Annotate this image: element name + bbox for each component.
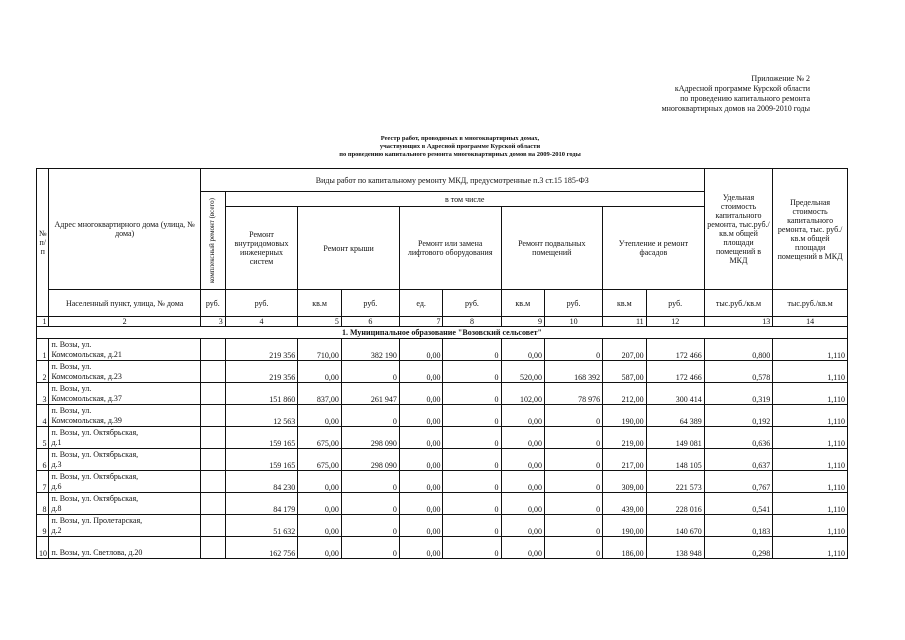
header-basement: Ремонт подвальных помещений [501,207,603,290]
appendix-note [600,74,810,114]
address-line: п. Возы, ул. Октябрьская, [51,472,139,481]
specific-cost: 0,800 [704,339,772,361]
data-rows [37,339,848,559]
lift-qty: 0,00 [399,471,443,493]
facade-qty: 219,00 [603,427,647,449]
row-address [49,427,200,449]
roof-qty: 675,00 [298,449,342,471]
facade-qty: 186,00 [603,537,647,559]
col-number: 8 [443,317,501,327]
lift-cost: 0 [443,515,501,537]
total-cell [200,339,225,361]
col-number: 2 [49,317,200,327]
roof-cost: 0 [341,537,399,559]
lift-cost: 0 [443,449,501,471]
title-line: участвующих в Адресной программе Курской области [379,143,541,150]
roof-qty: 837,00 [298,383,342,405]
table-row [37,427,848,449]
row-number: 6 [37,449,49,471]
col-number: 4 [225,317,298,327]
specific-cost: 0,636 [704,427,772,449]
internal-cost: 84 230 [225,471,298,493]
roof-cost: 261 947 [341,383,399,405]
facade-qty: 212,00 [603,383,647,405]
facade-qty: 190,00 [603,405,647,427]
roof-qty: 0,00 [298,537,342,559]
appendix-line: по проведению капитального ремонта [680,94,810,103]
lift-cost: 0 [443,537,501,559]
address-line: п. Возы, ул. Октябрьская, [51,494,139,503]
address-line: п. Возы, ул. [51,340,92,349]
address-line: Комсомольская, д.21 [51,350,122,359]
roof-cost: 298 090 [341,449,399,471]
header-roof: Ремонт крыши [298,207,400,290]
table-row [37,537,848,559]
internal-cost: 159 165 [225,449,298,471]
header-lift: Ремонт или замена лифтового оборудования [399,207,501,290]
table-row [37,383,848,405]
limit-cost: 1,110 [773,449,848,471]
basement-cost: 78 976 [545,383,603,405]
address-line: д.1 [51,438,62,447]
roof-qty: 0,00 [298,493,342,515]
address-line: п. Возы, ул. [51,362,92,371]
table-row [37,493,848,515]
facade-qty: 217,00 [603,449,647,471]
roof-qty: 0,00 [298,405,342,427]
limit-cost: 1,110 [773,405,848,427]
basement-qty: 0,00 [501,471,545,493]
specific-cost: 0,578 [704,361,772,383]
basement-cost: 0 [545,405,603,427]
basement-qty: 0,00 [501,405,545,427]
unit-facade-qty: кв.м [603,290,647,317]
row-number: 9 [37,515,49,537]
specific-cost: 0,298 [704,537,772,559]
col-number: 11 [603,317,647,327]
address-line: п. Возы, ул. [51,406,92,415]
facade-qty: 587,00 [603,361,647,383]
total-cell [200,361,225,383]
facade-qty: 309,00 [603,471,647,493]
limit-cost: 1,110 [773,515,848,537]
limit-cost: 1,110 [773,383,848,405]
total-cell [200,427,225,449]
col-number: 3 [200,317,225,327]
col-number: 12 [646,317,704,327]
total-cell [200,383,225,405]
limit-cost: 1,110 [773,471,848,493]
lift-qty: 0,00 [399,427,443,449]
unit-limit: тыс.руб./кв.м [773,290,848,317]
roof-cost: 0 [341,471,399,493]
address-line: п. Возы, ул. Светлова, д.20 [51,548,143,557]
address-line: п. Возы, ул. [51,384,92,393]
basement-cost: 0 [545,493,603,515]
limit-cost: 1,110 [773,537,848,559]
row-number: 4 [37,405,49,427]
unit-facade-cost: руб. [646,290,704,317]
unit-total: руб. [200,290,225,317]
roof-qty: 0,00 [298,361,342,383]
section-title: 1. Муниципальное образование "Возовский сельсовет" [37,327,848,339]
basement-cost: 0 [545,339,603,361]
facade-cost: 228 016 [646,493,704,515]
basement-qty: 0,00 [501,339,545,361]
lift-qty: 0,00 [399,515,443,537]
address-line: д.2 [51,526,62,535]
row-address [49,361,200,383]
internal-cost: 219 356 [225,361,298,383]
basement-qty: 0,00 [501,449,545,471]
unit-roof-cost: руб. [341,290,399,317]
table-row [37,515,848,537]
col-number: 10 [545,317,603,327]
total-cell [200,471,225,493]
roof-qty: 0,00 [298,515,342,537]
roof-cost: 382 190 [341,339,399,361]
unit-basement-qty: кв.м [501,290,545,317]
basement-qty: 102,00 [501,383,545,405]
basement-qty: 520,00 [501,361,545,383]
row-address [49,493,200,515]
total-cell [200,537,225,559]
row-number: 10 [37,537,49,559]
table-row [37,361,848,383]
specific-cost: 0,767 [704,471,772,493]
row-address [49,471,200,493]
header-works-group: Виды работ по капитальному ремонту МКД, предусмотренные п.3 ст.15 185-ФЗ [200,169,704,192]
roof-qty: 710,00 [298,339,342,361]
unit-internal: руб. [225,290,298,317]
appendix-line: Приложение № 2 [751,74,810,83]
unit-basement-cost: руб. [545,290,603,317]
row-address [49,339,200,361]
roof-cost: 0 [341,405,399,427]
unit-address: Населенный пункт, улица, № дома [49,290,200,317]
row-address [49,537,200,559]
lift-cost: 0 [443,493,501,515]
lift-qty: 0,00 [399,449,443,471]
address-line: п. Возы, ул. Октябрьская, [51,428,139,437]
roof-qty: 675,00 [298,427,342,449]
row-address [49,383,200,405]
facade-cost: 64 389 [646,405,704,427]
col-number: 1 [37,317,49,327]
appendix-line: кАдресной программе Курской области [674,84,810,93]
col-number: 14 [773,317,848,327]
limit-cost: 1,110 [773,339,848,361]
specific-cost: 0,541 [704,493,772,515]
column-numbers-row [37,317,848,327]
header-specific-cost: Удельная стоимость капитального ремонта, тыс.руб./кв.м общей площади помещений в МКД [704,169,772,290]
table-row [37,405,848,427]
header-address: Адрес многоквартирного дома (улица, № дома) [49,169,200,290]
address-line: Комсомольская, д.39 [51,416,122,425]
facade-qty: 439,00 [603,493,647,515]
unit-lift-cost: руб. [443,290,501,317]
facade-cost: 300 414 [646,383,704,405]
facade-cost: 148 105 [646,449,704,471]
specific-cost: 0,192 [704,405,772,427]
address-line: д.6 [51,482,62,491]
header-total: комплексный ремонт (всего) [208,198,217,283]
lift-cost: 0 [443,361,501,383]
facade-qty: 190,00 [603,515,647,537]
facade-cost: 221 573 [646,471,704,493]
header-including: в том числе [225,192,704,207]
internal-cost: 12 563 [225,405,298,427]
row-number: 8 [37,493,49,515]
specific-cost: 0,319 [704,383,772,405]
address-line: д.3 [51,460,62,469]
total-cell [200,449,225,471]
basement-cost: 0 [545,537,603,559]
table-row [37,339,848,361]
unit-roof-qty: кв.м [298,290,342,317]
roof-cost: 298 090 [341,427,399,449]
document-title [250,135,670,159]
facade-cost: 140 670 [646,515,704,537]
header-facade: Утепление и ремонт фасадов [603,207,705,290]
internal-cost: 51 632 [225,515,298,537]
unit-specific: тыс.руб./кв.м [704,290,772,317]
row-number: 1 [37,339,49,361]
col-number: 6 [341,317,399,327]
table-row [37,449,848,471]
col-number: 9 [501,317,545,327]
lift-qty: 0,00 [399,537,443,559]
basement-qty: 0,00 [501,427,545,449]
basement-qty: 0,00 [501,493,545,515]
total-cell [200,493,225,515]
header-internal: Ремонт внутридомовых инженерных систем [225,207,298,290]
lift-cost: 0 [443,405,501,427]
internal-cost: 219 356 [225,339,298,361]
title-line: Реестр работ, проводимых в многоквартирных домах, [380,135,540,142]
lift-cost: 0 [443,383,501,405]
lift-cost: 0 [443,427,501,449]
address-line: Комсомольская, д.23 [51,372,122,381]
roof-qty: 0,00 [298,471,342,493]
basement-qty: 0,00 [501,515,545,537]
registry-table [36,168,848,559]
roof-cost: 0 [341,361,399,383]
header-num: № п/п [37,169,49,317]
row-number: 3 [37,383,49,405]
lift-qty: 0,00 [399,405,443,427]
total-cell [200,405,225,427]
limit-cost: 1,110 [773,361,848,383]
internal-cost: 162 756 [225,537,298,559]
col-number: 13 [704,317,772,327]
basement-qty: 0,00 [501,537,545,559]
row-address [49,405,200,427]
facade-cost: 172 466 [646,361,704,383]
basement-cost: 0 [545,471,603,493]
address-line: п. Возы, ул. Октябрьская, [51,450,139,459]
roof-cost: 0 [341,515,399,537]
internal-cost: 159 165 [225,427,298,449]
row-address [49,515,200,537]
lift-qty: 0,00 [399,383,443,405]
facade-cost: 172 466 [646,339,704,361]
col-number: 5 [298,317,342,327]
table-row [37,471,848,493]
specific-cost: 0,637 [704,449,772,471]
appendix-line: многоквартирных домов на 2009-2010 годы [661,104,810,113]
limit-cost: 1,110 [773,427,848,449]
lift-qty: 0,00 [399,361,443,383]
basement-cost: 168 392 [545,361,603,383]
internal-cost: 84 179 [225,493,298,515]
title-line: по проведению капитального ремонта многоквартирных домов на 2009-2010 годы [339,151,581,158]
row-address [49,449,200,471]
lift-qty: 0,00 [399,339,443,361]
roof-cost: 0 [341,493,399,515]
col-number: 7 [399,317,443,327]
row-number: 7 [37,471,49,493]
lift-cost: 0 [443,339,501,361]
address-line: Комсомольская, д.37 [51,394,122,403]
limit-cost: 1,110 [773,493,848,515]
header-limit-cost: Предельная стоимость капитального ремонта, тыс. руб./ кв.м общей площади помещений в МКД [773,169,848,290]
basement-cost: 0 [545,515,603,537]
unit-lift-qty: ед. [399,290,443,317]
address-line: п. Возы, ул. Пролетарская, [51,516,143,525]
row-number: 5 [37,427,49,449]
facade-qty: 207,00 [603,339,647,361]
basement-cost: 0 [545,449,603,471]
header-total-cell [200,192,225,290]
row-number: 2 [37,361,49,383]
lift-cost: 0 [443,471,501,493]
basement-cost: 0 [545,427,603,449]
specific-cost: 0,183 [704,515,772,537]
address-line: д.8 [51,504,62,513]
facade-cost: 138 948 [646,537,704,559]
lift-qty: 0,00 [399,493,443,515]
facade-cost: 149 081 [646,427,704,449]
total-cell [200,515,225,537]
internal-cost: 151 860 [225,383,298,405]
